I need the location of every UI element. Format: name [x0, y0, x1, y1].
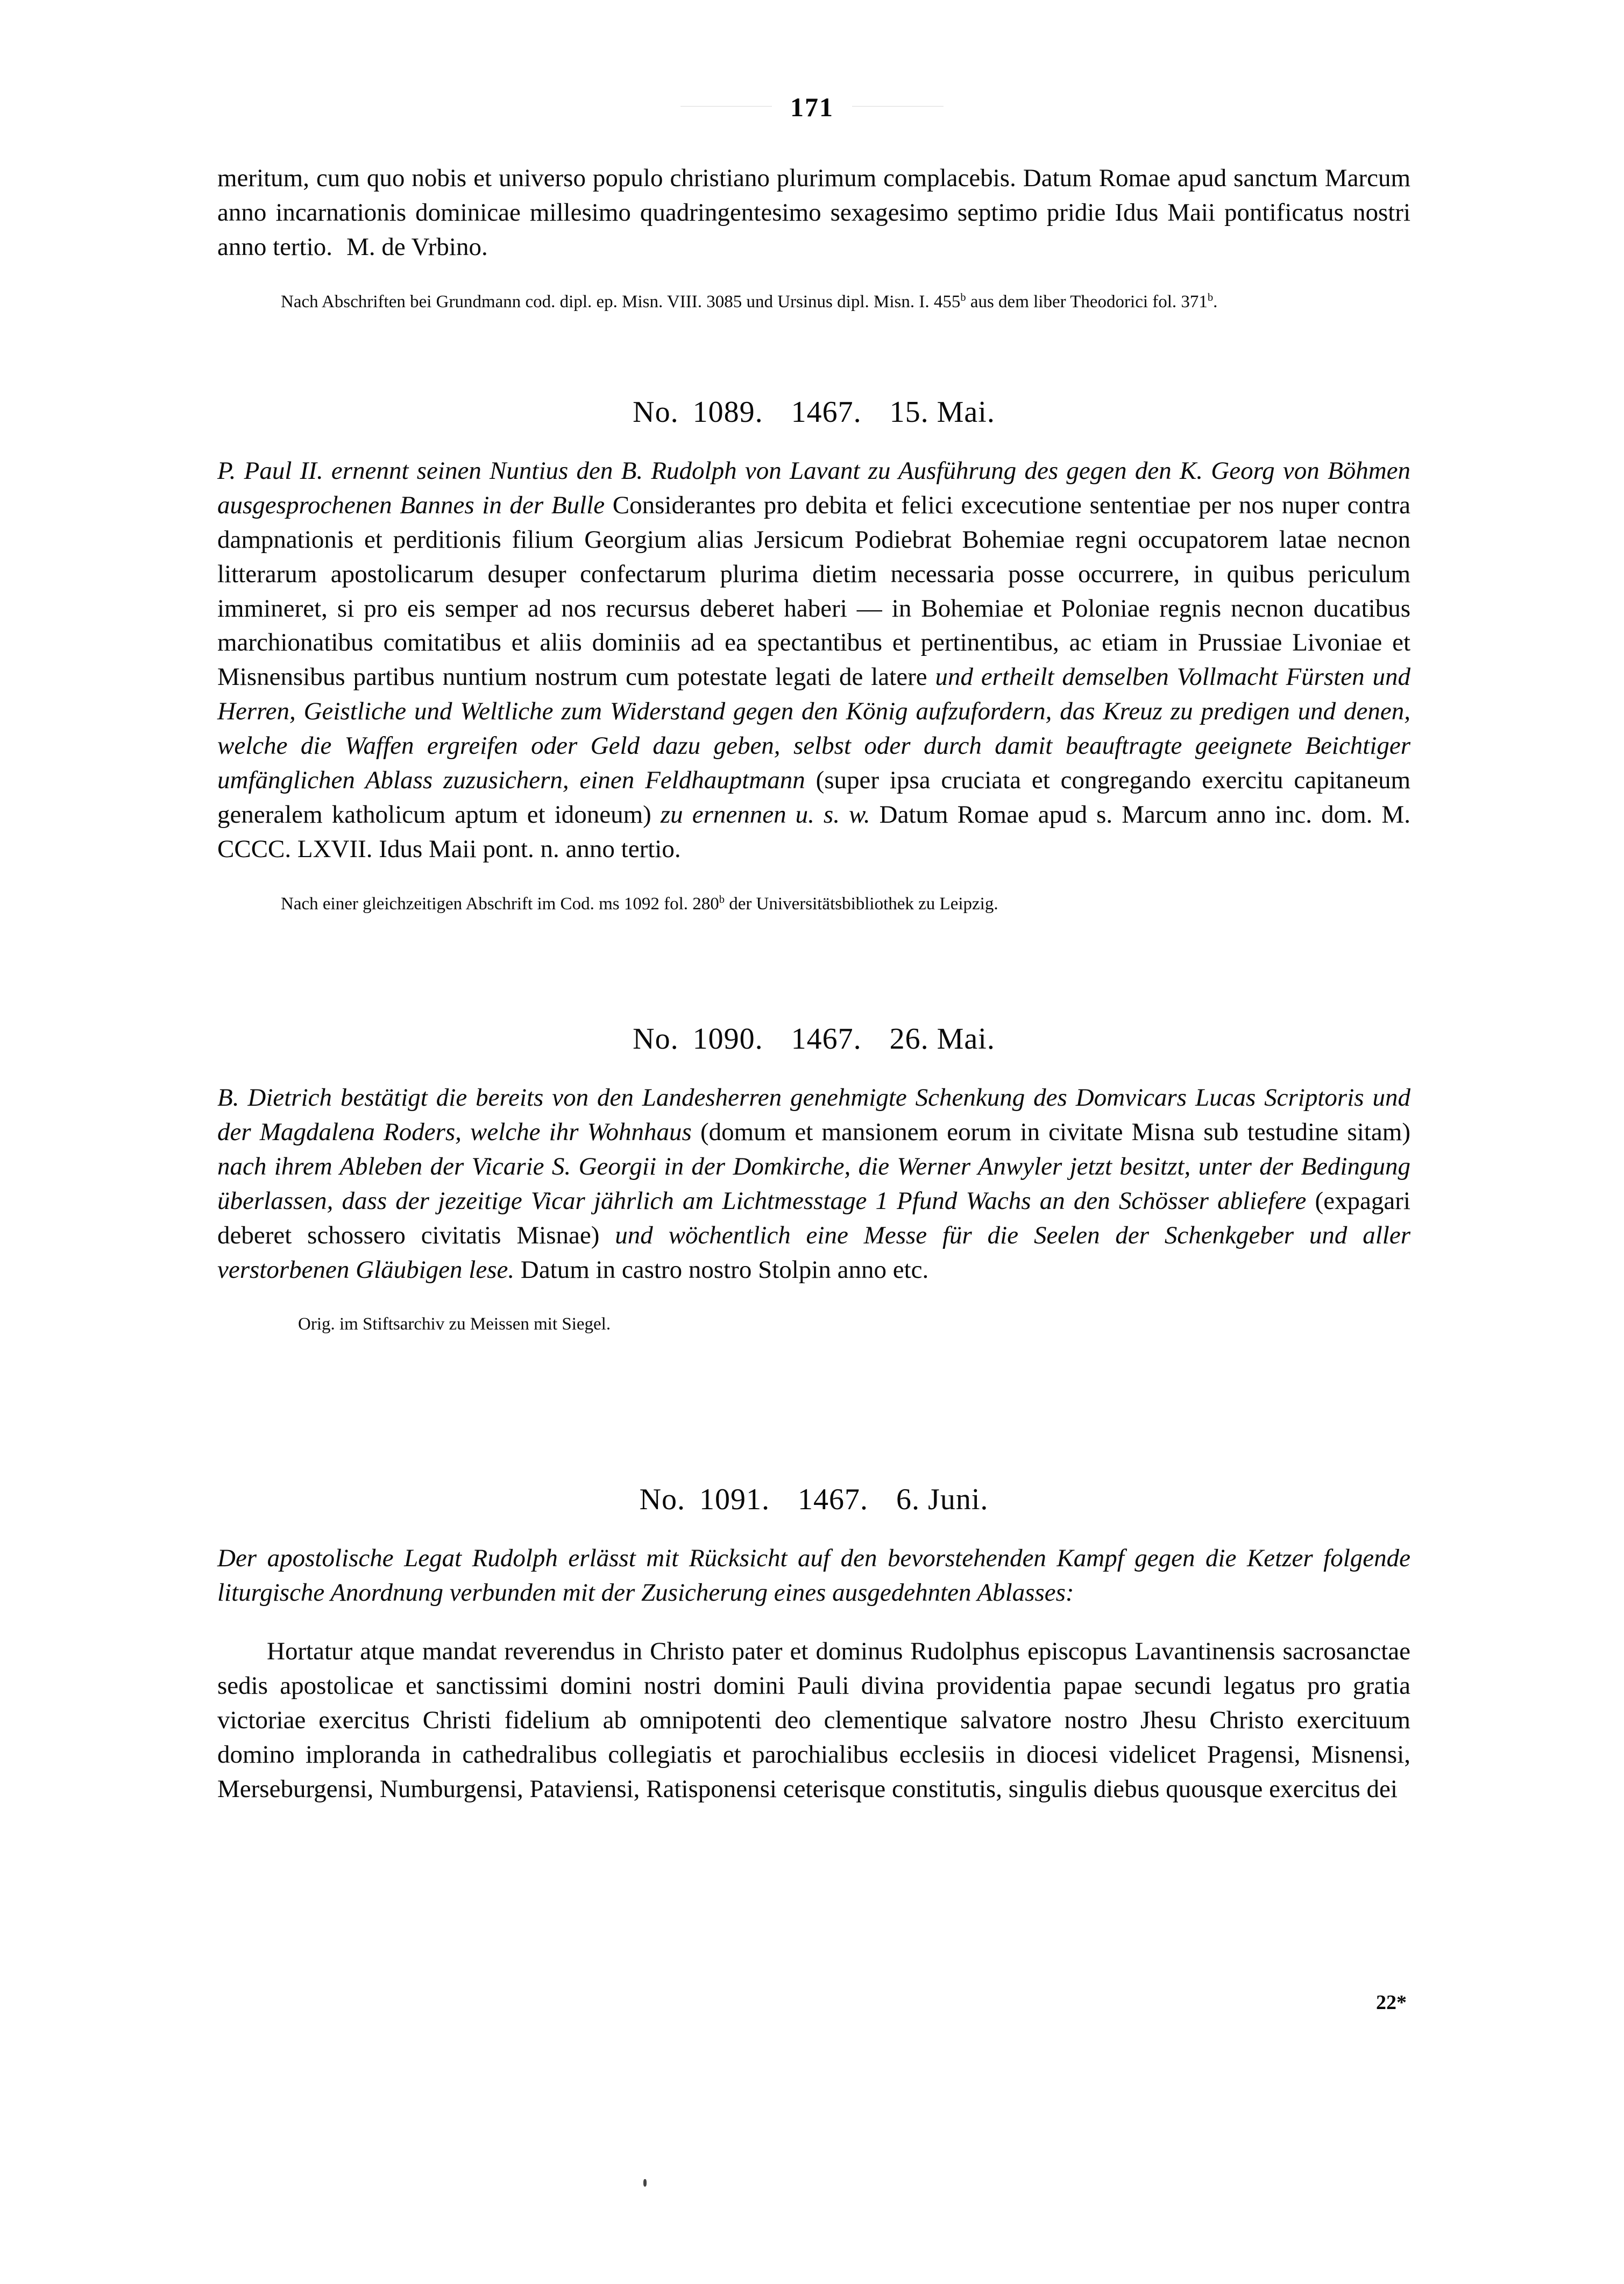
text-column — [217, 161, 1410, 1807]
entry-heading-1089 — [217, 395, 1410, 429]
continued-paragraph — [217, 161, 1410, 265]
regest-1091 — [217, 1541, 1410, 1610]
latin-1090-part-1: (domum et mansionem eorum in civitate Misna sub testudine sitam) — [700, 1118, 1410, 1146]
page-speck — [643, 2179, 647, 2187]
continued-line-a: meritum, cum quo nobis et universo populo christiano plurimum complacebis. — [217, 164, 1023, 192]
regest-1089-part-3: zu ernennen u. s. w. — [660, 800, 880, 829]
regest-1090-part-3: und wöchentlich eine Messe für die Seelen der Schenkgeber und aller verstorbenen Gläubigen lese. — [217, 1221, 1410, 1284]
signature-mark: 22* — [1376, 1991, 1407, 2014]
running-head — [0, 91, 1624, 123]
charter-signature: M. de Vrbino. — [346, 232, 488, 261]
source-note-1089-sup-a: b — [719, 893, 725, 906]
latin-1090-part-3: Datum in castro nostro Stolpin anno etc. — [520, 1255, 929, 1284]
source-note-sup-b: b — [1207, 291, 1214, 303]
entry-number: 1089. — [692, 395, 763, 429]
regest-1089-part-1: P. Paul II. ernennt seinen Nuntius den B. Rudolph von Lavant zu Ausführung des gegen den K. Georg von Böhmen ausgesprochenen Bannes in der Bulle — [217, 456, 1410, 519]
entry-date: 6. Juni. — [896, 1482, 989, 1516]
head-rule-left — [680, 106, 772, 107]
regest-1089-part-2: und ertheilt demselben Vollmacht Fürsten und Herren, Geistliche und Weltliche zum Widerstand gegen den König aufzufordern, das Kreuz zu predigen und denen, welche die Waffen ergreifen oder Geld dazu geben, selbst oder durch damit beauftragte geeignete Beichtiger umfänglichen Ablass zuzusichern, einen Feldhauptmann — [217, 663, 1410, 795]
latin-1089-part-1: Considerantes pro debita et felici excecutione sententiae per nos nuper contra dampnationis et perditionis filium Georgium alias Jersicum Podiebrat Bohemiae regni occupatorem latae necnon litterarum apostolicarum desuper confectarum plurima dietim necessaria posse occurrere, in quibus periculum immineret, si pro eis semper ad nos recursus deberet haberi — in Bohemiae et Poloniae regnis necnon ducatibus marchionatibus comitatibus et aliis dominiis ad ea spectantibus et pertinentibus, ac etiam in Prussiae Livoniae et Misnensibus partibus nuntium nostrum cum potestate legati de latere — [217, 491, 1411, 691]
source-note-text-a: Nach Abschriften bei Grundmann cod. dipl. ep. Misn. VIII. 3085 und Ursinus dipl. Misn. I. 455 — [281, 292, 961, 312]
head-rule-right — [852, 106, 944, 107]
regest-1091-text: Der apostolische Legat Rudolph erlässt mit Rücksicht auf den bevorstehenden Kampf gegen die Ketzer folgende liturgische Anordnung verbunden mit der Zusicherung eines ausgedehnten Ablasses: — [217, 1544, 1410, 1607]
latin-body-1091: Hortatur atque mandat reverendus in Christo pater et dominus Rudolphus episcopus Lavantinensis sacrosanctae sedis apostolicae et sanctissimi domini nostri domini Pauli divina providentia papae secundi legatus pro gratia victoriae exercitus Christi fidelium ab omnipotenti deo clementique salvatore nostro Jhesu Christo exercituum domino imploranda in cathedralibus collegiatis et parochialibus ecclesiis in diocesi videlicet Pragensi, Misnensi, Merseburgensi, Numburgensi, Pataviensi, Ratisponensi ceterisque constitutis, singulis diebus quousque exercitus dei — [217, 1637, 1410, 1804]
entry-number: 1091. — [699, 1482, 770, 1516]
entry-heading-1091 — [217, 1482, 1410, 1517]
entry-no-label: No. — [639, 1482, 686, 1516]
entry-heading-1090 — [217, 1022, 1410, 1056]
source-note-text-b: aus dem liber Theodorici fol. 371 — [966, 292, 1208, 312]
latin-1089-part-3: Datum Romae apud s. Marcum anno inc. dom. M. CCCC. LXVII. Idus Maii pont. n. anno tertio. — [217, 800, 1410, 863]
entry-year: 1467. — [791, 395, 862, 429]
entry-year: 1467. — [791, 1022, 862, 1056]
latin-1090-part-2: (expagari deberet schossero civitatis Misnae) — [217, 1186, 1410, 1249]
regest-1090-part-2: nach ihrem Ableben der Vicarie S. Georgii in der Domkirche, die Werner Anwyler jetzt besitzt, unter der Bedingung überlassen, dass der jezeitige Vicar jährlich am Lichtmesstage 1 Pfund Wachs an den Schösser abliefere — [217, 1152, 1410, 1215]
entry-year: 1467. — [798, 1482, 869, 1516]
source-note-1089-text-b: der Universitätsbibliothek zu Leipzig. — [724, 894, 998, 914]
source-note-1090-text: Orig. im Stiftsarchiv zu Meissen mit Siegel. — [298, 1314, 611, 1334]
source-note-sup-a: b — [960, 291, 966, 303]
source-note-previous — [217, 289, 1410, 314]
source-note-1089-text-a: Nach einer gleichzeitigen Abschrift im Cod. ms 1092 fol. 280 — [281, 894, 719, 914]
source-note-1090 — [217, 1312, 1410, 1337]
entry-body-1089 — [217, 454, 1410, 867]
entry-body-1090 — [217, 1081, 1410, 1287]
page-number: 171 — [790, 92, 834, 122]
source-note-text-c: . — [1213, 292, 1218, 312]
entry-no-label: No. — [633, 395, 679, 429]
entry-date: 15. Mai. — [889, 395, 995, 429]
entry-no-label: No. — [633, 1022, 679, 1056]
source-note-1089 — [217, 892, 1410, 916]
regest-1090-part-1: B. Dietrich bestätigt die bereits von den Landesherren genehmigte Schenkung des Domvicars Lucas Scriptoris und der Magdalena Roders, welche ihr Wohnhaus — [217, 1083, 1410, 1146]
latin-1089-part-2: (super ipsa cruciata et congregando exercitu capitaneum generalem katholicum aptum et idoneum) — [217, 766, 1411, 829]
entry-number: 1090. — [692, 1022, 763, 1056]
continued-line-b: Datum Romae apud sanctum Marcum anno incarnationis dominicae millesimo quadringentesimo sexagesimo septimo pridie Idus Maii pontificatus nostri anno tertio. — [217, 164, 1410, 261]
entry-date: 26. Mai. — [889, 1022, 995, 1056]
